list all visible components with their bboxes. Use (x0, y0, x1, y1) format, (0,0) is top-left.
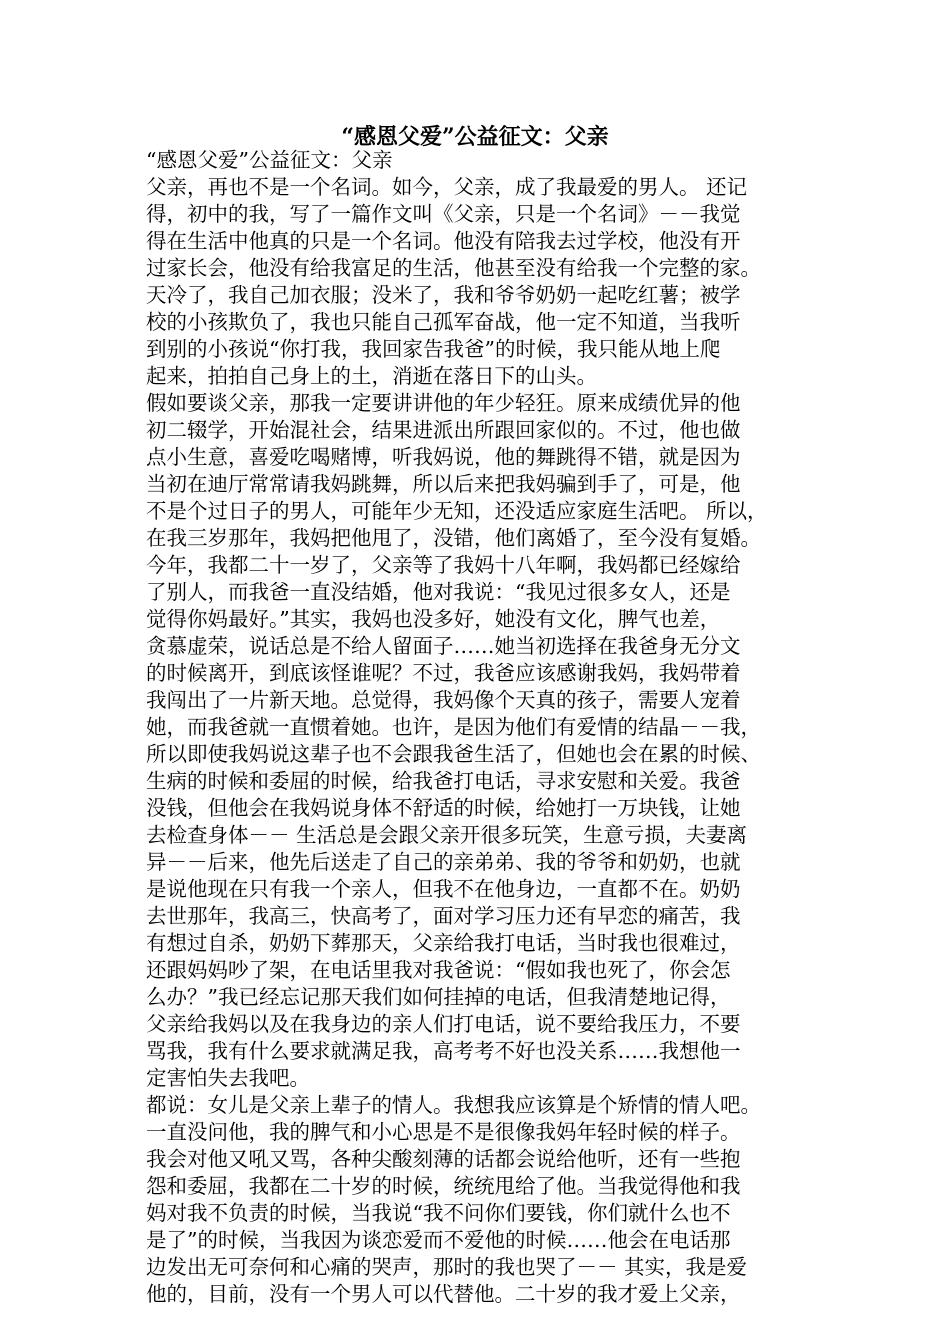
text-line: 是说他现在只有我一个亲人，但我不在他身边，一直都不在。奶奶 (146, 877, 741, 901)
text-line: 没钱，但他会在我妈说身体不舒适的时候，给她打一万块钱，让她 (146, 796, 741, 820)
text-line: 边发出无可奈何和心痛的哭声，那时的我也哭了－－ 其实，我是爱 (146, 1255, 748, 1279)
text-line: 假如要谈父亲，那我一定要讲讲他的年少轻狂。原来成绩优异的他 (146, 391, 741, 415)
text-line: 妈对我不负责的时候，当我说“我不问你们要钱，你们就什么也不 (146, 1201, 731, 1225)
text-line: 骂我，我有什么要求就满足我，高考考不好也没关系……我想他一 (146, 1039, 741, 1063)
text-line: 初二辍学，开始混社会，结果进派出所跟回家似的。不过，他也做 (146, 418, 741, 442)
text-line: 她，而我爸就一直惯着她。也许，是因为他们有爱情的结晶－－我， (146, 715, 761, 739)
text-line: 异－－后来，他先后送走了自己的亲弟弟、我的爷爷和奶奶，也就 (146, 850, 741, 874)
text-line: 去世那年，我高三，快高考了，面对学习压力还有早恋的痛苦，我 (146, 904, 741, 928)
text-line: 起来，拍拍自己身上的土，消逝在落日下的山头。 (146, 364, 597, 388)
text-line: 当初在迪厅常常请我妈跳舞，所以后来把我妈骗到手了，可是，他 (146, 472, 741, 496)
text-line: 觉得你妈最好。”其实，我妈也没多好，她没有文化，脾气也差， (146, 607, 721, 631)
text-line: 父亲给我妈以及在我身边的亲人们打电话，说不要给我压力，不要 (146, 1012, 741, 1036)
text-line: 在我三岁那年，我妈把他甩了，没错，他们离婚了，至今没有复婚。 (146, 526, 761, 550)
text-line: 一直没问他，我的脾气和小心思是不是很像我妈年轻时候的样子。 (146, 1120, 741, 1144)
text-line: 有想过自杀，奶奶下葬那天，父亲给我打电话，当时我也很难过， (146, 931, 741, 955)
text-line: 我会对他又吼又骂，各种尖酸刻薄的话都会说给他听，还有一些抱 (146, 1147, 741, 1171)
text-line: 定害怕失去我吧。 (146, 1066, 310, 1090)
text-line: 的时候离开，到底该怪谁呢？不过，我爸应该感谢我妈，我妈带着 (146, 661, 741, 685)
text-line: 今年，我都二十一岁了，父亲等了我妈十八年啊，我妈都已经嫁给 (146, 553, 741, 577)
text-line: 了别人，而我爸一直没结婚，他对我说：“我见过很多女人，还是 (146, 580, 731, 604)
text-line: 到别的小孩说“你打我，我回家告我爸”的时候，我只能从地上爬 (146, 337, 721, 361)
text-line: 所以即使我妈说这辈子也不会跟我爸生活了，但她也会在累的时候、 (146, 742, 761, 766)
text-line: 校的小孩欺负了，我也只能自己孤军奋战，他一定不知道，当我听 (146, 310, 741, 334)
text-line: “感恩父爱”公益征文：父亲 (146, 148, 393, 172)
text-line: 么办？”我已经忘记那天我们如何挂掉的电话，但我清楚地记得， (146, 985, 731, 1009)
text-line: 怨和委屈，我都在二十岁的时候，统统甩给了他。当我觉得他和我 (146, 1174, 741, 1198)
text-line: 天冷了，我自己加衣服；没米了，我和爷爷奶奶一起吃红薯；被学 (146, 283, 741, 307)
text-line: 生病的时候和委屈的时候，给我爸打电话，寻求安慰和关爱。我爸 (146, 769, 741, 793)
text-line: 点小生意，喜爱吃喝赌博，听我妈说，他的舞跳得不错，就是因为 (146, 445, 741, 469)
document-title: “感恩父爱”公益征文：父亲 (341, 124, 609, 150)
document-body (146, 147, 816, 1308)
text-line: 过家长会，他没有给我富足的生活，他甚至没有给我一个完整的家。 (146, 256, 761, 280)
text-line: 他的，目前，没有一个男人可以代替他。二十岁的我才爱上父亲， (146, 1282, 741, 1306)
text-line: 不是个过日子的男人，可能年少无知，还没适应家庭生活吧。 所以， (146, 499, 768, 523)
text-line: 贪慕虚荣，说话总是不给人留面子……她当初选择在我爸身无分文 (146, 634, 741, 658)
text-line: 我闯出了一片新天地。总觉得，我妈像个天真的孩子，需要人宠着 (146, 688, 741, 712)
text-line: 都说：女儿是父亲上辈子的情人。我想我应该算是个矫情的情人吧。 (146, 1093, 761, 1117)
text-line: 还跟妈妈吵了架，在电话里我对我爸说：“假如我也死了，你会怎 (146, 958, 731, 982)
text-line: 得，初中的我，写了一篇作文叫《父亲，只是一个名词》－－我觉 (146, 202, 741, 226)
text-line: 是了”的时候，当我因为谈恋爱而不爱他的时候……他会在电话那 (146, 1228, 731, 1252)
text-line: 去检查身体－－ 生活总是会跟父亲开很多玩笑，生意亏损，夫妻离 (146, 823, 748, 847)
text-line: 父亲，再也不是一个名词。如今，父亲，成了我最爱的男人。 还记 (146, 175, 748, 199)
text-line: 得在生活中他真的只是一个名词。他没有陪我去过学校，他没有开 (146, 229, 741, 253)
